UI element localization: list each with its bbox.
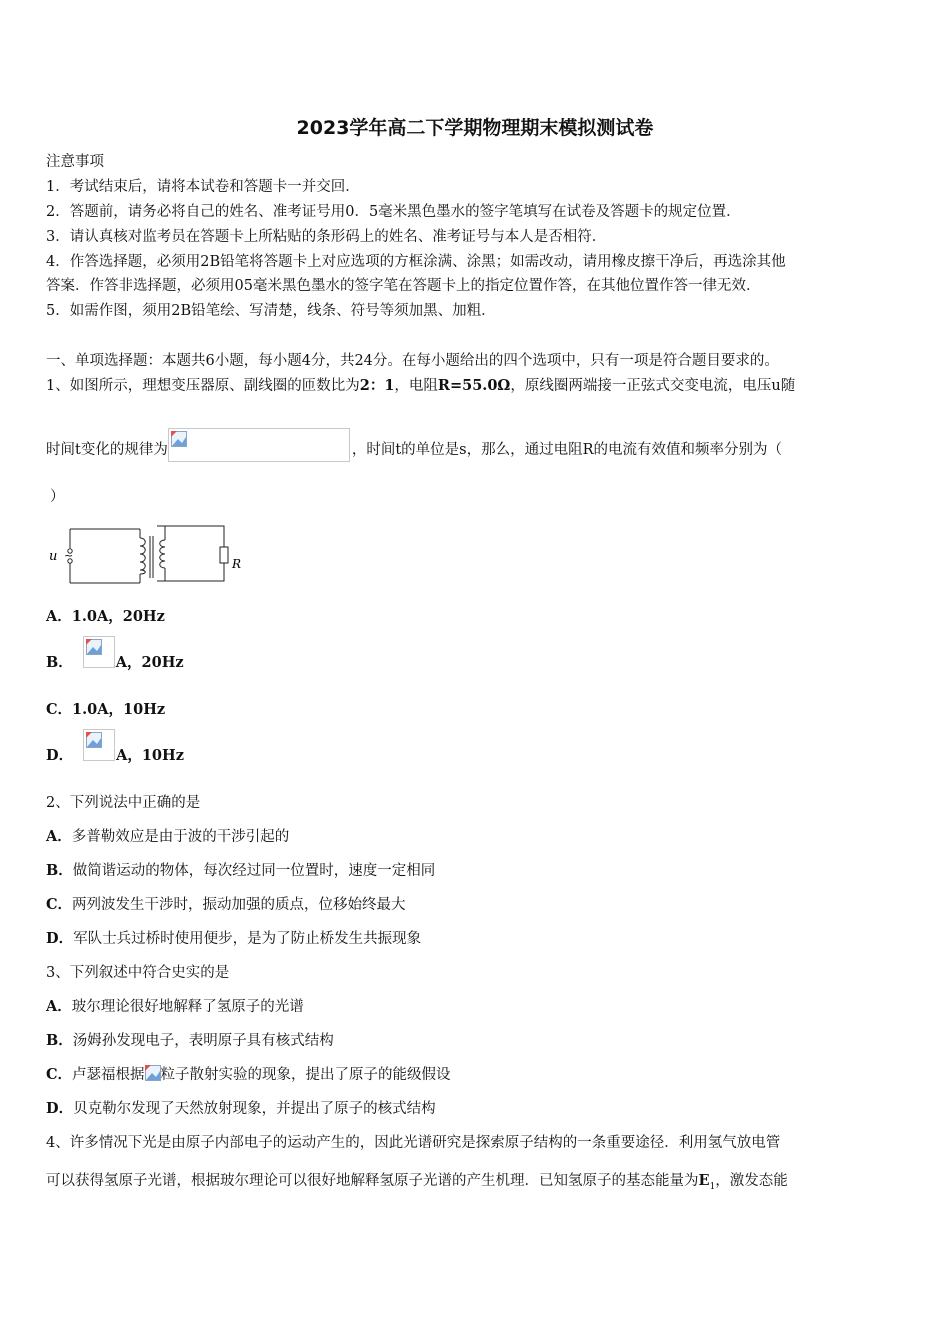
- option-text: 1.0A，10Hz: [72, 701, 166, 718]
- q1-text: ，原线圈两端接一正弦式交变电流，电压u随: [510, 378, 796, 394]
- q3-option-b[interactable]: [46, 1031, 334, 1051]
- broken-image-icon: [86, 639, 102, 655]
- resistor-label: R: [232, 557, 242, 571]
- q1-option-a[interactable]: [46, 607, 165, 627]
- q2-stem: 2、下列说法中正确的是: [46, 795, 201, 811]
- q3-stem: 3、下列叙述中符合史实的是: [46, 965, 230, 981]
- option-label: C．: [46, 701, 73, 718]
- option-label: B．: [46, 654, 73, 671]
- option-text: 汤姆孙发现电子，表明原子具有核式结构: [72, 1033, 334, 1049]
- option-label: C．: [46, 896, 73, 913]
- option-label: B．: [46, 1032, 73, 1049]
- option-text: 卢瑟福根据: [72, 1067, 145, 1083]
- q3-option-d[interactable]: [46, 1099, 436, 1119]
- q1-ratio: 2：1: [359, 377, 395, 394]
- ac-source-symbol: ~: [64, 549, 74, 562]
- option-text: 粒子散射实验的现象，提出了原子的能级假设: [160, 1067, 451, 1083]
- q1-text: ，电阻: [394, 378, 438, 394]
- notice-item: 4．作答选择题，必须用2B铅笔将答题卡上对应选项的方框涂满、涂黑；如需改动，请用橡皮擦干净后，再选涂其他: [46, 254, 786, 270]
- voltage-label: u: [49, 549, 58, 564]
- option-label: C．: [46, 1066, 73, 1083]
- formula-image-placeholder: [168, 428, 350, 462]
- notice-item: 3．请认真核对监考员在答题卡上所粘贴的条形码上的姓名、准考证号与本人是否相符．: [46, 229, 607, 245]
- option-text: 做简谐运动的物体，每次经过同一位置时，速度一定相同: [72, 863, 436, 879]
- option-text: 贝克勒尔发现了天然放射现象，并提出了原子的核式结构: [73, 1101, 436, 1117]
- q2-option-c[interactable]: [46, 895, 406, 915]
- q2-option-a[interactable]: [46, 827, 289, 847]
- broken-image-icon: [145, 1065, 161, 1081]
- value-image-placeholder: [83, 636, 115, 668]
- broken-image-icon: [86, 732, 102, 748]
- q4-stem-line2: [46, 1171, 788, 1197]
- q3-option-c[interactable]: [46, 1065, 451, 1085]
- page-title: 2023学年高二下学期物理期末模拟测试卷: [296, 117, 654, 139]
- option-text: 两列波发生干涉时，振动加强的质点，位移始终最大: [72, 897, 406, 913]
- q2-option-b[interactable]: [46, 861, 435, 881]
- alpha-symbol-image-placeholder: [145, 1065, 161, 1081]
- option-text: 军队士兵过桥时使用便步，是为了防止桥发生共振现象: [73, 931, 422, 947]
- q3-option-a[interactable]: [46, 997, 304, 1017]
- broken-image-icon: [171, 431, 187, 447]
- q1-stem-line1: [46, 376, 795, 396]
- notice-item: 答案．作答非选择题，必须用05毫米黑色墨水的签字笔在答题卡上的指定位置作答，在其他位置作答一律无效．: [46, 278, 761, 294]
- q1-option-d[interactable]: [46, 746, 184, 766]
- option-label: D．: [46, 930, 74, 947]
- value-image-placeholder: [83, 729, 115, 761]
- q4-text: ，激发态能: [715, 1173, 788, 1189]
- q1-text: 1、如图所示，理想变压器原、副线圈的匝数比为: [46, 378, 360, 394]
- q4-text: 可以获得氢原子光谱，根据玻尔理论可以很好地解释氢原子光谱的产生机理．已知氢原子的基态能量为: [46, 1173, 699, 1189]
- option-label: A．: [46, 828, 72, 845]
- q1-stem-line2: [46, 438, 782, 462]
- option-text: 玻尔理论很好地解释了氢原子的光谱: [71, 999, 304, 1015]
- notice-item: 1．考试结束后，请将本试卷和答题卡一并交回．: [46, 179, 360, 195]
- transformer-circuit-diagram: [46, 520, 246, 590]
- option-text: 1.0A，20Hz: [71, 608, 165, 625]
- q1-text: ，时间t的单位是s，那么，通过电阻R的电流有效值和频率分别为（: [351, 442, 783, 458]
- option-label: D．: [46, 747, 74, 764]
- q1-option-c[interactable]: [46, 700, 165, 720]
- notice-item: 2．答题前，请务必将自己的姓名、准考证号用0．5毫米黑色墨水的签字笔填写在试卷及答题卡的规定位置．: [46, 204, 741, 220]
- energy-symbol: E: [698, 1172, 710, 1189]
- q2-option-d[interactable]: [46, 929, 421, 949]
- q1-resistance: R=55.0Ω: [437, 377, 511, 394]
- energy-subscript: 1: [709, 1181, 716, 1192]
- q1-stem-line3: ）: [50, 489, 65, 505]
- notice-heading: 注意事项: [46, 154, 104, 170]
- option-label: A．: [46, 998, 72, 1015]
- option-text: 多普勒效应是由于波的干涉引起的: [71, 829, 290, 845]
- q1-option-b[interactable]: [46, 653, 184, 673]
- notice-item: 5．如需作图，须用2B铅笔绘、写清楚，线条、符号等须加黑、加粗．: [46, 303, 496, 319]
- section-heading: 一、单项选择题：本题共6小题，每小题4分，共24分。在每小题给出的四个选项中，只有一项是符合题目要求的。: [46, 353, 779, 369]
- option-label: D．: [46, 1100, 74, 1117]
- q4-stem-line1: 4、许多情况下光是由原子内部电子的运动产生的，因此光谱研究是探索原子结构的一条重要途径．利用氢气放电管: [46, 1135, 781, 1151]
- option-label: A．: [46, 608, 72, 625]
- option-text: A，20Hz: [115, 654, 184, 671]
- q1-text: 时间t变化的规律为: [46, 442, 168, 458]
- option-text: A，10Hz: [116, 747, 184, 764]
- option-label: B．: [46, 862, 73, 879]
